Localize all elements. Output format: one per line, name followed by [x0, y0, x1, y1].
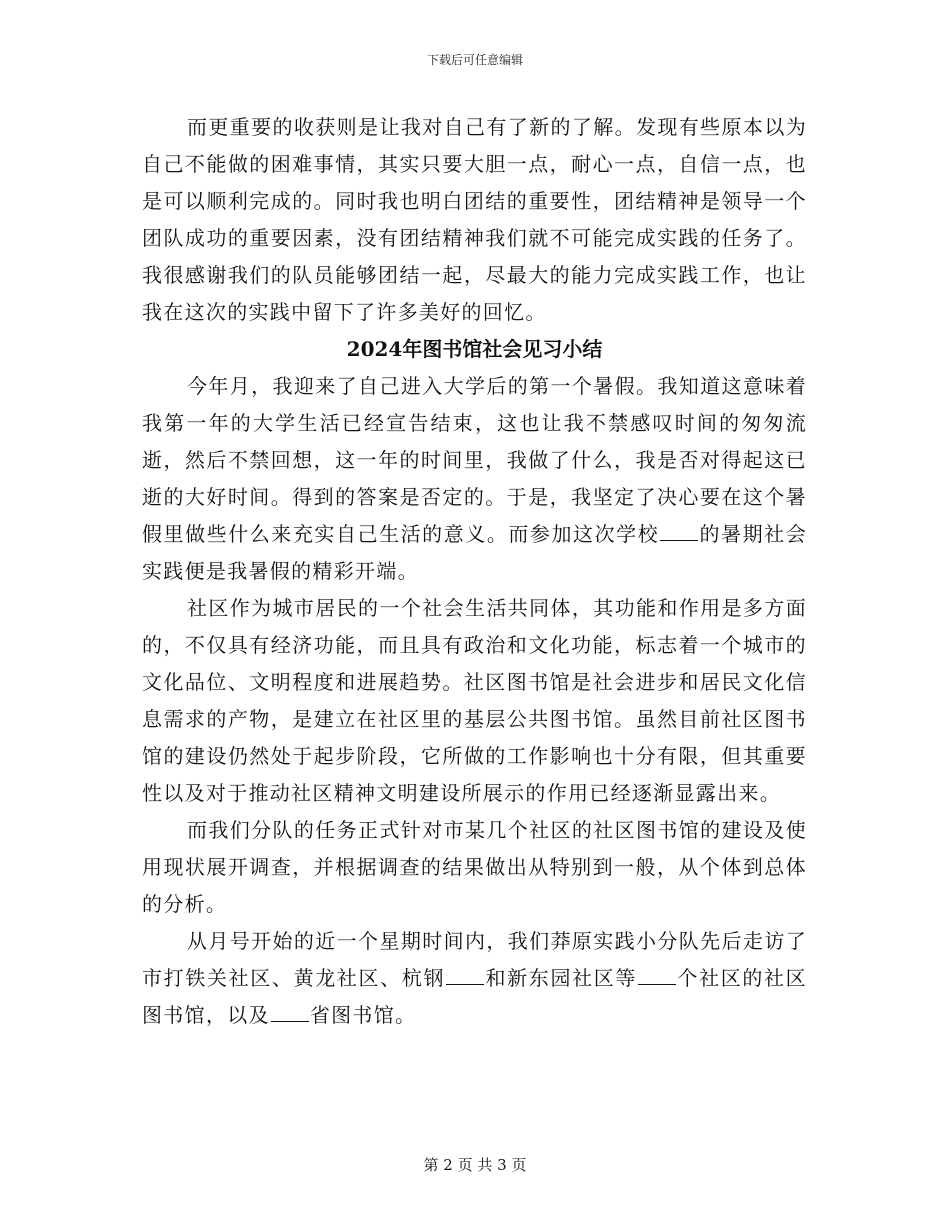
paragraph-1-text-a: 今年月，我迎来了自己进入大学后的第一个暑假。我知道这意味着我第一年的大学生活已经宣告结束，这也让我不禁感叹时间的匆匆流逝，然后不禁回想，这一年的时间里，我做了什么，我是否对得起这已逝的大好时间。得到的答案是否定的。于是，我坚定了决心要在这个暑假里做些什么来充实自己生活的意义。而参加这次学校 — [142, 374, 807, 546]
paragraph-2: 社区作为城市居民的一个社会生活共同体，其功能和作用是多方面的，不仅具有经济功能，而且具有政治和文化功能，标志着一个城市的文化品位、文明程度和进展趋势。社区图书馆是社会进步和居民文化信息需求的产物，是建立在社区里的基层公共图书馆。虽然目前社区图书馆的建设仍然处于起步阶段，它所做的工作影响也十分有限，但其重要性以及对于推动社区精神文明建设所展示的作用已经逐渐显露出来。 — [142, 596, 807, 805]
intro-paragraph: 而更重要的收获则是让我对自己有了新的了解。发现有些原本以为自己不能做的困难事情，其实只要大胆一点，耐心一点，自信一点，也是可以顺利完成的。同时我也明白团结的重要性，团结精神是领导一个团队成功的重要因素，没有团结精神我们就不可能完成实践的任务了。我很感谢我们的队员能够团结一起，尽最大的能力完成实践工作，也让我在这次的实践中留下了许多美好的回忆。 — [142, 115, 807, 324]
page-number: 第 2 页 共 3 页 — [423, 1156, 527, 1174]
paragraph-4-text-b: 和新东园社区等 — [485, 966, 638, 990]
paragraph-4-text-c: 个社区的社区图书馆，以及 — [142, 966, 807, 1027]
fill-in-blank — [660, 539, 698, 541]
fill-in-blank — [638, 983, 676, 985]
document-body — [142, 109, 807, 1034]
paragraph-4-text-d: 省图书馆。 — [309, 1003, 417, 1027]
page-header-note: 下载后可任意编辑 — [426, 53, 523, 67]
paragraph-1 — [142, 368, 807, 590]
paragraph-4 — [142, 923, 807, 1034]
fill-in-blank — [446, 983, 484, 985]
section-title: 2024年图书馆社会见习小结 — [346, 337, 603, 361]
fill-in-blank — [271, 1020, 309, 1022]
paragraph-1-text-b: 的暑期社会实践便是我暑假的精彩开端。 — [142, 522, 808, 583]
paragraph-4-text-a: 从月号开始的近一个星期时间内，我们莽原实践小分队先后走访了市打铁关社区、黄龙社区、杭钢 — [142, 929, 807, 990]
paragraph-3: 而我们分队的任务正式针对市某几个社区的社区图书馆的建设及使用现状展开调查，并根据调查的结果做出从特别到一般，从个体到总体的分析。 — [142, 818, 807, 916]
